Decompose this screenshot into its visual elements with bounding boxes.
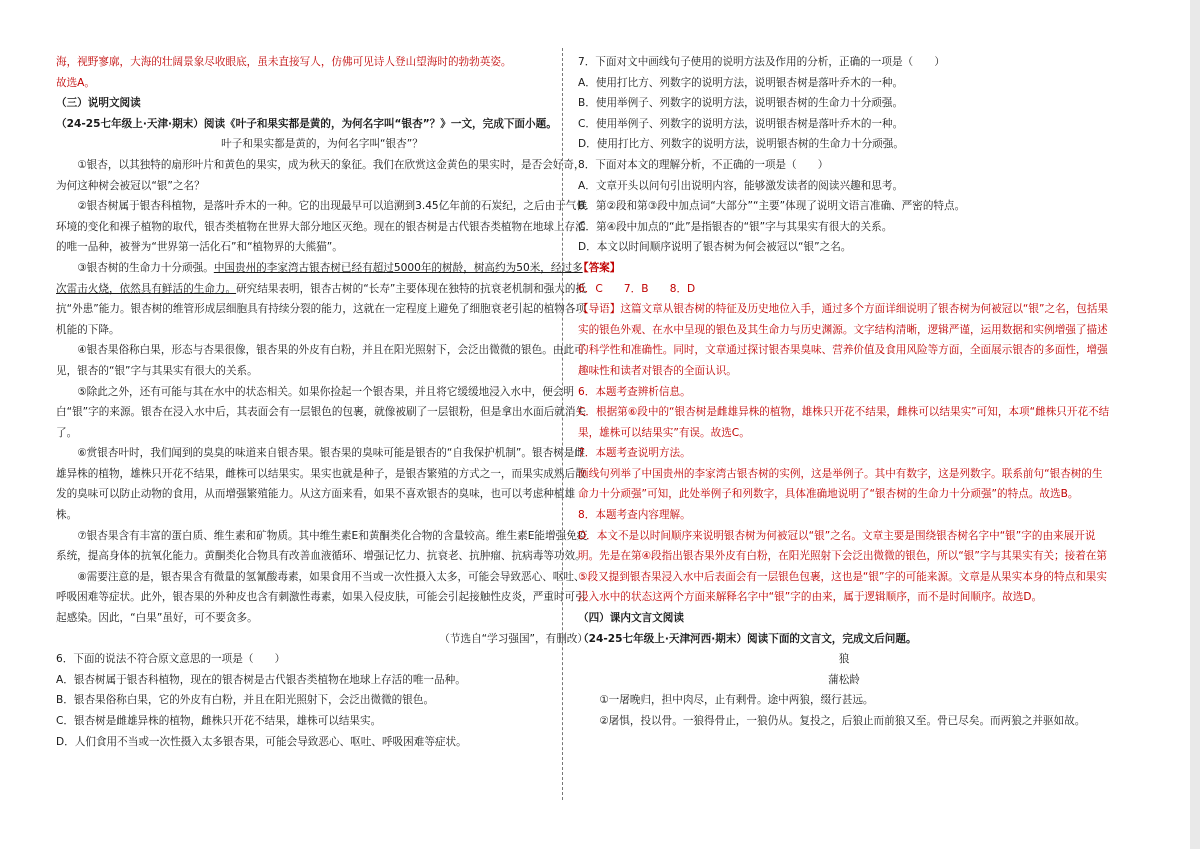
paragraph-text: （三）说明文阅读 [56, 97, 141, 110]
paragraph [578, 217, 1110, 238]
paragraph [578, 279, 1110, 300]
paragraph [578, 73, 1110, 94]
paragraph [56, 93, 588, 114]
paragraph [56, 155, 588, 196]
paragraph [578, 464, 1110, 505]
paragraph [578, 93, 1110, 114]
paragraph-text: C．使用举例子、列数字的说明方法，说明银杏树是落叶乔木的一种。 [578, 117, 904, 130]
paragraph-text: （四）课内文言文阅读 [578, 612, 684, 625]
paragraph-text: 8．本题考查内容理解。 [578, 509, 691, 522]
paragraph [578, 649, 1110, 670]
paragraph [56, 690, 588, 711]
paragraph [56, 196, 588, 258]
paragraph-text: A．文章开头以问句引出说明内容，能够激发读者的阅读兴趣和思考。 [578, 179, 904, 192]
paragraph [578, 258, 1110, 279]
paragraph-text: C．银杏树是雌雄异株的植物，雌株只开花不结果，雄株可以结果实。 [56, 715, 382, 727]
paragraph-text: ①银杏，以其独特的扇形叶片和黄色的果实，成为秋天的象征。我们在欣赏这金黄色的果实时，是否会好奇，为何这种树会被冠以“银”之名？ [56, 158, 585, 192]
right-column [578, 52, 1110, 732]
underlined-sentence: 中国贵州的李家湾古银杏树已经有超过5000年的树龄，树高约为50米，经过多次雷击火烧，依然具有鲜活的生命力。 [56, 261, 583, 295]
paragraph-text: 海，视野寥廓，大海的壮阔景象尽收眼底，虽未直接写人，仿佛可见诗人登山望海时的勃勃英姿。 [56, 56, 512, 68]
paragraph-text: 7．本题考查说明方法。 [578, 447, 691, 460]
paragraph-text: （24-25七年级上·天津河西·期末）阅读下面的文言文，完成文后问题。 [578, 632, 917, 645]
scrollbar-track[interactable] [1190, 0, 1200, 849]
paragraph-text: B．使用举例子、列数字的说明方法，说明银杏树的生命力十分顽强。 [578, 97, 904, 110]
paragraph [56, 567, 588, 629]
paragraph-text: ⑦银杏果含有丰富的蛋白质、维生素和矿物质。其中维生素E和黄酮类化合物的含量较高。维生素E能增强免疫系统，提高身体的抗氧化能力。黄酮类化合物具有改善血液循环、增强记忆力、抗衰老、抗肿瘤、抗病毒等功效。 [56, 529, 588, 563]
paragraph [578, 629, 1110, 650]
paragraph-text: ②银杏树属于银杏科植物，是落叶乔木的一种。它的出现最早可以追溯到3.45亿年前的石炭纪，之后由于气候环境的变化和裸子植物的取代，银杏类植物在世界大部分地区灭绝。现在的银杏树是古代银杏类植物在地球上存活的唯一品种，被誉为“世界第一活化石”和“植物界的大熊猫”。 [56, 200, 587, 254]
paragraph-text: D．使用打比方、列数字的说明方法，说明银杏树的生命力十分顽强。 [578, 138, 904, 151]
paragraph-text: 蒲松龄 [828, 673, 860, 686]
paragraph [56, 649, 588, 670]
paragraph-text: （节选自“学习强国”，有删改） [439, 632, 588, 645]
paragraph-text: D．本文以时间顺序说明了银杏树为何会被冠以“银”之名。 [578, 241, 852, 254]
paragraph-text: ②屠惧，投以骨。一狼得骨止，一狼仍从。复投之，后狼止而前狼又至。骨已尽矣。而两狼之并驱如故。 [599, 715, 1086, 727]
paragraph [578, 155, 1110, 176]
paragraph-text: C．根据第⑥段中的“银杏树是雌雄异株的植物，雄株只开花不结果，雌株可以结果实”可知，本项“雌株只开花不结果，雄株可以结果实”有误。故选C。 [578, 406, 1110, 439]
paragraph-text: D．人们食用不当或一次性摄入太多银杏果，可能会导致恶心、呕吐、呼吸困难等症状。 [56, 735, 467, 748]
paragraph [578, 237, 1110, 258]
paragraph [578, 526, 1110, 608]
paragraph [578, 196, 1110, 217]
paragraph-text: 故选A。 [56, 76, 96, 89]
paragraph-text: A．银杏树属于银杏科植物，现在的银杏树是古代银杏类植物在地球上存活的唯一品种。 [56, 673, 466, 686]
paragraph [56, 134, 588, 155]
paragraph [578, 299, 1110, 381]
paragraph-text: 6．下面的说法不符合原文意思的一项是（ ） [56, 653, 286, 666]
paragraph-text: 狼 [838, 653, 850, 666]
paragraph [578, 670, 1110, 691]
paragraph [578, 443, 1110, 464]
paragraph [56, 732, 588, 753]
paragraph-text: ③银杏树的生命力十分顽强。 [77, 261, 214, 274]
paragraph [56, 526, 588, 567]
paragraph [56, 258, 588, 340]
paragraph-text: B．银杏果俗称白果，它的外皮有白粉，并且在阳光照射下，会泛出微微的银色。 [56, 694, 435, 707]
paragraph [56, 73, 588, 94]
paragraph-text: 叶子和果实都是黄的，为何名字叫“银杏”？ [221, 138, 423, 151]
paragraph-text: 画线句列举了中国贵州的李家湾古银杏树的实例，这是举例子。其中有数字，这是列数字。联系前句“银杏树的生命力十分顽强”可知，此处举例子和列数字，具体准确地说明了“银杏树的生命力十分顽强”的特点。故选B。 [578, 467, 1103, 501]
paragraph [578, 52, 1110, 73]
column-divider [562, 48, 563, 800]
paragraph [56, 340, 588, 381]
paragraph [578, 711, 1110, 732]
paragraph [578, 176, 1110, 197]
paragraph [56, 52, 588, 73]
paragraph [578, 134, 1110, 155]
paragraph [578, 114, 1110, 135]
paragraph [56, 670, 588, 691]
paragraph [56, 382, 588, 444]
paragraph [56, 711, 588, 732]
paragraph-text: ⑤除此之外，还有可能与其在水中的状态相关。如果你捡起一个银杏果，并且将它缓缓地浸入水中，便会明白“银”字的来源。银杏在浸入水中后，其表面会有一层银色的包裹，就像被刷了一层银粉，但是拿出水面后就消失了。 [56, 385, 587, 439]
paragraph-text: ⑧需要注意的是，银杏果含有微量的氢氰酸毒素，如果食用不当或一次性摄入太多，可能会导致恶心、呕吐、呼吸困难等症状。此外，银杏果的外种皮也含有刺激性毒素，如果入侵皮肤，可能会引起接触性皮炎，严重时可引起感染。因此，“白果”虽好，可不要贪多。 [56, 570, 586, 625]
paragraph [578, 690, 1110, 711]
paragraph [56, 114, 588, 135]
paragraph-text: 【导语】这篇文章从银杏树的特征及历史地位入手，通过多个方面详细说明了银杏树为何被冠以“银”之名，包括果实的银色外观、在水中呈现的银色及其生命力与历史渊源。文字结构清晰，逻辑严谨，运用数据和实例增强了描述的科学性和准确性。同时，文章通过探讨银杏果臭味、营养价值及食用风险等方面，全面展示银杏的多面性，增强趣味性和读者对银杏的全面认识。 [578, 303, 1109, 377]
paragraph-text: B．第②段和第③段中加点词“大部分”“主要”体现了说明文语言准确、严密的特点。 [578, 200, 966, 213]
paragraph-text: ④银杏果俗称白果，形态与杏果很像，银杏果的外皮有白粉，并且在阳光照射下，会泛出微微的银色。由此可见，银杏的“银”字与其果实有很大的关系。 [56, 344, 585, 377]
left-column [56, 52, 588, 752]
paragraph [56, 629, 588, 650]
paragraph-text: ⑥赏银杏叶时，我们闻到的臭臭的味道来自银杏果。银杏果的臭味可能是银杏的“自我保护机制”。银杏树是雌雄异株的植物，雄株只开花不结果，雌株可以结果实。果实也就是种子，是银杏繁殖的方式之一，而果实成熟后散发的臭味可以防止动物的食用，从而增强繁殖能力。从这方面来看，如果不喜欢银杏的臭味，也可以考虑种植雄株。 [56, 447, 586, 522]
paragraph-text: 6．本题考查辨析信息。 [578, 385, 691, 398]
paragraph [578, 382, 1110, 403]
paragraph-text: 【答案】 [578, 261, 621, 274]
paragraph-text: 6．C 7．B 8．D [578, 282, 696, 295]
paragraph [578, 608, 1110, 629]
paragraph-text: A．使用打比方、列数字的说明方法，说明银杏树是落叶乔木的一种。 [578, 76, 904, 89]
paragraph [578, 402, 1110, 443]
paragraph-text: ①一屠晚归，担中肉尽，止有剩骨。途中两狼，缀行甚远。 [599, 694, 874, 707]
paragraph [578, 505, 1110, 526]
paragraph [56, 443, 588, 525]
paragraph-text-cont: 研究结果表明，银杏古树的“长寿”主要体现在独特的抗衰老机制和强大的抵抗“外患”能力。银杏树的维管形成层细胞具有持续分裂的能力，这就在一定程度上避免了细胞衰老引起的植物各项机能的下降。 [56, 282, 587, 336]
paragraph-text: （24-25七年级上·天津·期末）阅读《叶子和果实都是黄的，为何名字叫“银杏”？》一文，完成下面小题。 [56, 117, 557, 130]
paragraph-text: 8．下面对本文的理解分析，不正确的一项是（ ） [578, 158, 829, 171]
paragraph-text: C．第④段中加点的“此”是指银杏的“银”字与其果实有很大的关系。 [578, 220, 893, 233]
paragraph-text: D．本文不是以时间顺序来说明银杏树为何被冠以“银”之名。文章主要是围绕银杏树名字中“银”字的由来展开说明。先是在第④段指出银杏果外皮有白粉，在阳光照射下会泛出微微的银色，所以“银”字与其果实有关；接着在第⑤段又提到银杏果浸入水中后表面会有一层银色包裹，这也是“银”字的可能来源。文章是从果实本身的特点和果实浸入水中的状态这两个方面来解释名字中“银”字的由来，属于逻辑顺序，而不是时间顺序。故选D。 [578, 529, 1107, 604]
paragraph-text: 7．下面对文中画线句子使用的说明方法及作用的分析，正确的一项是（ ） [578, 56, 945, 68]
